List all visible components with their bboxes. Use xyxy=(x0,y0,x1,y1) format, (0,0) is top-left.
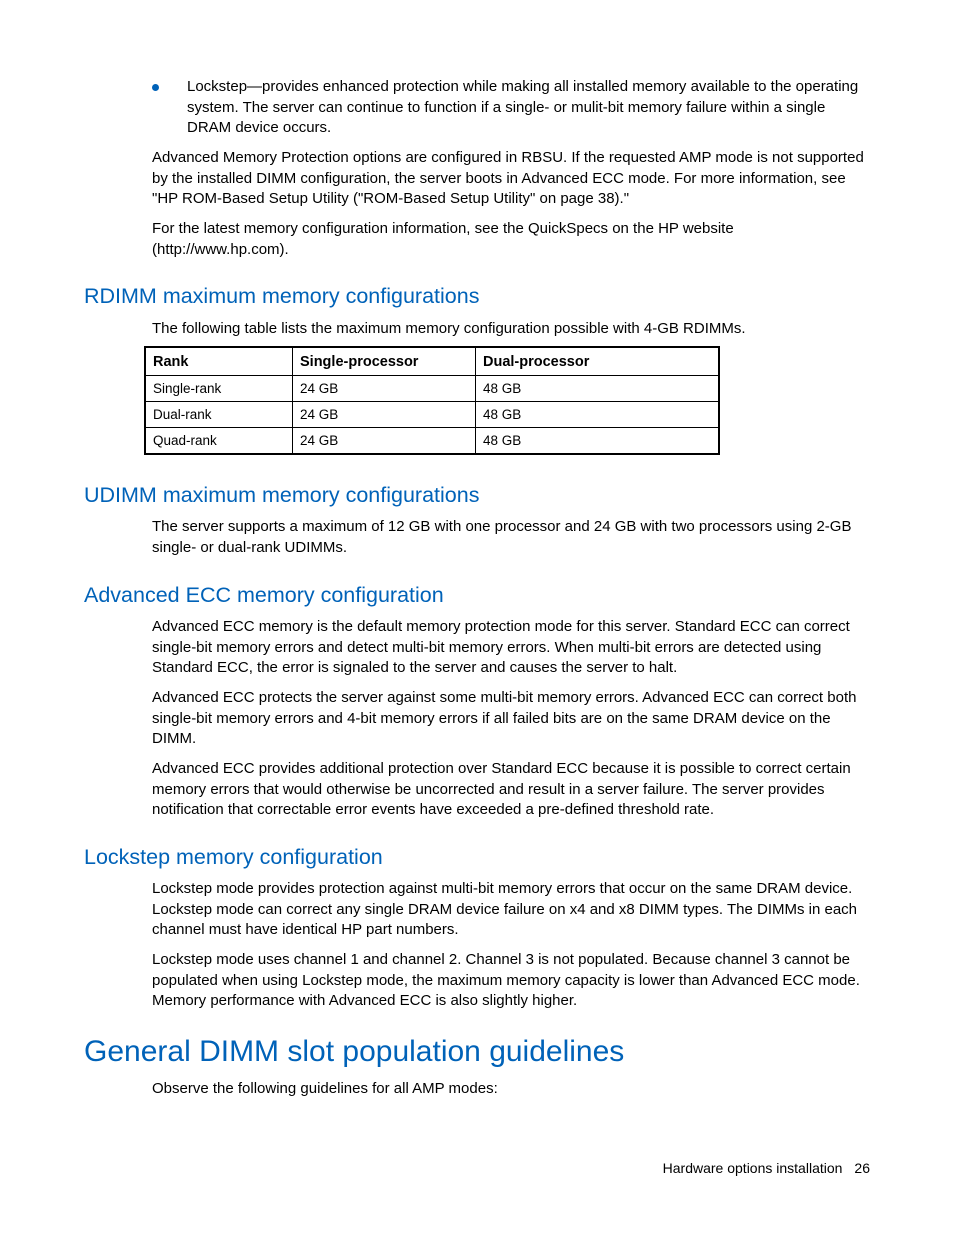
table-row xyxy=(145,376,719,402)
table-cell: 48 GB xyxy=(476,402,720,428)
table-cell: 48 GB xyxy=(476,428,720,455)
lockstep-paragraph-1: Lockstep mode provides protection against multi-bit memory errors that occur on the same DRAM device. Lockstep mode can correct any single DRAM device failure on x4 and x8 DIMM types. The DIMMs in each channel must have identical HP part numbers. xyxy=(152,880,858,938)
table-row xyxy=(145,428,719,455)
rdimm-heading: RDIMM maximum memory configurations xyxy=(84,284,480,308)
udimm-heading: UDIMM maximum memory configurations xyxy=(84,483,480,507)
table-header-single: Single-processor xyxy=(293,347,476,376)
advanced-ecc-paragraph-1: Advanced ECC memory is the default memory protection mode for this server. Standard ECC can correct single-bit memory errors and detect multi-bit memory errors. When multi-bit errors are detected using Standard ECC, the error is signaled to the server and causes the server to halt. xyxy=(152,618,850,676)
table-cell: 48 GB xyxy=(476,376,720,402)
quickspecs-paragraph: For the latest memory configuration information, see the QuickSpecs on the HP website (http://www.hp.com). xyxy=(152,220,734,258)
general-dimm-heading: General DIMM slot population guidelines xyxy=(84,1035,625,1068)
page-number: 26 xyxy=(854,1160,870,1176)
advanced-ecc-paragraph-3: Advanced ECC provides additional protection over Standard ECC because it is possible to correct certain memory errors that would otherwise be uncorrected and result in a server failure. The server provides notification that correctable error events have exceeded a pre-defined threshold rate. xyxy=(152,760,851,818)
table-header-row xyxy=(145,347,719,376)
general-dimm-paragraph: Observe the following guidelines for all AMP modes: xyxy=(152,1080,498,1097)
table-cell: 24 GB xyxy=(293,428,476,455)
advanced-ecc-paragraph-2: Advanced ECC protects the server against some multi-bit memory errors. Advanced ECC can correct both single-bit memory errors and 4-bit memory errors if all failed bits are on the same DRAM device on the DIMM. xyxy=(152,689,857,747)
bullet-text: Lockstep—provides enhanced protection while making all installed memory available to the operating system. The server can continue to function if a single- or mulit-bit memory failure within a single DRAM device occurs. xyxy=(187,78,859,136)
table-header-dual: Dual-processor xyxy=(476,347,720,376)
rdimm-intro: The following table lists the maximum memory configuration possible with 4-GB RDIMMs. xyxy=(152,320,746,337)
lockstep-paragraph-2: Lockstep mode uses channel 1 and channel 2. Channel 3 is not populated. Because channel 3 cannot be populated when using Lockstep mode, the maximum memory capacity is lower than Advanced ECC mode. Memory performance with Advanced ECC is also slightly higher. xyxy=(152,951,860,1009)
bullet-icon xyxy=(152,84,159,91)
table-row xyxy=(145,402,719,428)
table-cell: Dual-rank xyxy=(145,402,293,428)
table-header-rank: Rank xyxy=(145,347,293,376)
amp-config-paragraph: Advanced Memory Protection options are configured in RBSU. If the requested AMP mode is not supported by the installed DIMM configuration, the server boots in Advanced ECC mode. For more information, see "HP ROM-Based Setup Utility ("ROM-Based Setup Utility" on page 38)." xyxy=(152,149,864,207)
table-cell: Single-rank xyxy=(145,376,293,402)
udimm-paragraph: The server supports a maximum of 12 GB with one processor and 24 GB with two processors using 2-GB single- or dual-rank UDIMMs. xyxy=(152,518,852,556)
advanced-ecc-heading: Advanced ECC memory configuration xyxy=(84,583,444,607)
page-footer xyxy=(663,1158,870,1178)
table-cell: Quad-rank xyxy=(145,428,293,455)
table-cell: 24 GB xyxy=(293,376,476,402)
table-cell: 24 GB xyxy=(293,402,476,428)
footer-section-title: Hardware options installation xyxy=(662,1160,843,1176)
rdimm-config-table xyxy=(144,346,720,455)
lockstep-heading: Lockstep memory configuration xyxy=(84,845,383,869)
